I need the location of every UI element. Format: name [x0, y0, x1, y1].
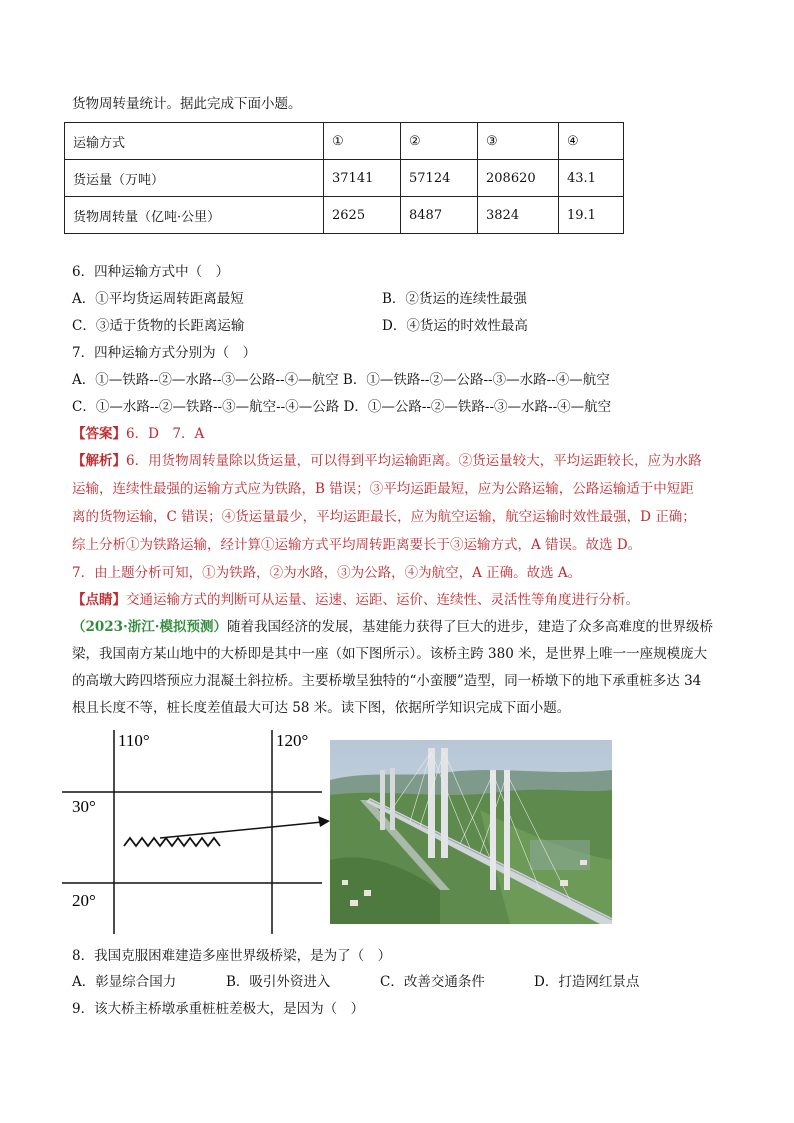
table-cell: 37141	[324, 160, 401, 197]
analysis-text-1: 6．用货物周转量除以货运量，可以得到平均运输距离。②货运量较大，平均运距较长，应为水路	[126, 453, 702, 469]
q8-stem: 8．我国克服困难建造多座世界级桥梁，是为了（ ）	[72, 948, 392, 964]
table-row	[65, 197, 624, 234]
table-cell: 3824	[478, 197, 559, 234]
table-cell: 运输方式	[65, 123, 324, 160]
pointer-line	[160, 822, 322, 838]
analysis-line-3: 离的货物运输，C 错误；④货运量最少，平均运距最长，应为航空运输，航空运输时效性最强，D 正确；	[72, 509, 696, 525]
analysis-label: 【解析】	[72, 453, 126, 469]
q9-stem: 9．该大桥主桥墩承重桩桩差极大，是因为（ ）	[72, 1001, 365, 1017]
table-cell: ④	[559, 123, 624, 160]
table-cell: 43.1	[559, 160, 624, 197]
tip-line	[72, 590, 639, 610]
table-cell: 19.1	[559, 197, 624, 234]
analysis-line-1	[72, 451, 702, 471]
intro-line: 货物周转量统计。据此完成下面小题。	[72, 96, 302, 112]
q8-option-b: B．吸引外资进入	[226, 974, 331, 990]
q8-option-c: C．改善交通条件	[380, 974, 485, 990]
table-cell: 货运量（万吨）	[65, 160, 324, 197]
passage-line-4: 根且长度不等，桩长度差值最大可达 58 米。读下图，依据所学知识完成下面小题。	[72, 700, 571, 716]
passage-line-3: 的高墩大跨四塔预应力混凝土斜拉桥。主要桥墩呈独特的“小蛮腰”造型，同一桥墩下的地下承重桩多达 34	[72, 673, 702, 689]
bridge-photo	[330, 740, 612, 924]
table-cell: ①	[324, 123, 401, 160]
passage-source: （2023·浙江·模拟预测）	[72, 619, 227, 635]
table-cell: ③	[478, 123, 559, 160]
q7-stem: 7．四种运输方式分别为（ ）	[72, 345, 257, 361]
tip-label: 【点睛】	[72, 592, 126, 608]
answer-line	[72, 424, 204, 444]
location-map	[60, 726, 360, 938]
passage-line-1	[72, 617, 713, 637]
table-cell: 8487	[401, 197, 478, 234]
q7-options-cd: C．①—水路--②—铁路--③—航空--④—公路 D．①—公路--②—铁路--③—水路--④—航空	[72, 399, 612, 415]
q8-option-d: D．打造网红景点	[534, 974, 640, 990]
passage-line-2: 梁，我国南方某山地中的大桥即是其中一座（如下图所示）。该桥主跨 380 米，是世界上唯一一座规模庞大	[72, 646, 708, 662]
transport-table	[64, 122, 624, 234]
q6-option-a: A．①平均货运周转距离最短	[72, 291, 244, 307]
label-20: 20°	[72, 891, 96, 910]
label-120: 120°	[276, 731, 309, 750]
table-cell: 2625	[324, 197, 401, 234]
analysis-line-4: 综上分析①为铁路运输，经计算①运输方式平均周转距离要长于③运输方式，A 错误。故选 D。	[72, 537, 642, 553]
tip-text: 交通运输方式的判断可从运量、运速、运距、运价、连续性、灵活性等角度进行分析。	[126, 592, 639, 608]
q6-option-c: C．③适于货物的长距离运输	[72, 318, 245, 334]
analysis-line-2: 运输，连续性最强的运输方式应为铁路，B 错误；③平均运距最短，应为公路运输，公路运输适于中短距	[72, 481, 694, 497]
pointer-arrowhead	[318, 816, 330, 827]
q6-option-d: D．④货运的时效性最高	[382, 318, 528, 334]
table-cell: 货物周转量（亿吨·公里）	[65, 197, 324, 234]
table-cell: 57124	[401, 160, 478, 197]
table-row	[65, 123, 624, 160]
passage-text-1: 随着我国经济的发展，基建能力获得了巨大的进步，建造了众多高难度的世界级桥	[226, 619, 713, 635]
analysis-line-5: 7．由上题分析可知，①为铁路，②为水路，③为公路，④为航空，A 正确。故选 A。	[72, 565, 582, 581]
label-110: 110°	[118, 731, 150, 750]
q6-stem: 6．四种运输方式中（ ）	[72, 264, 230, 280]
q7-options-ab: A．①—铁路--②—水路--③—公路--④—航空 B．①—铁路--②—公路--③—水路--④—航空	[72, 372, 610, 388]
table-cell: ②	[401, 123, 478, 160]
q6-option-b: B．②货运的连续性最强	[382, 291, 527, 307]
label-30: 30°	[72, 797, 96, 816]
table-row	[65, 160, 624, 197]
answer-text: 6．D 7．A	[126, 426, 205, 442]
answer-label: 【答案】	[72, 426, 126, 442]
table-cell: 208620	[478, 160, 559, 197]
mountain-symbol	[124, 838, 220, 846]
q8-option-a: A．彰显综合国力	[72, 974, 177, 990]
